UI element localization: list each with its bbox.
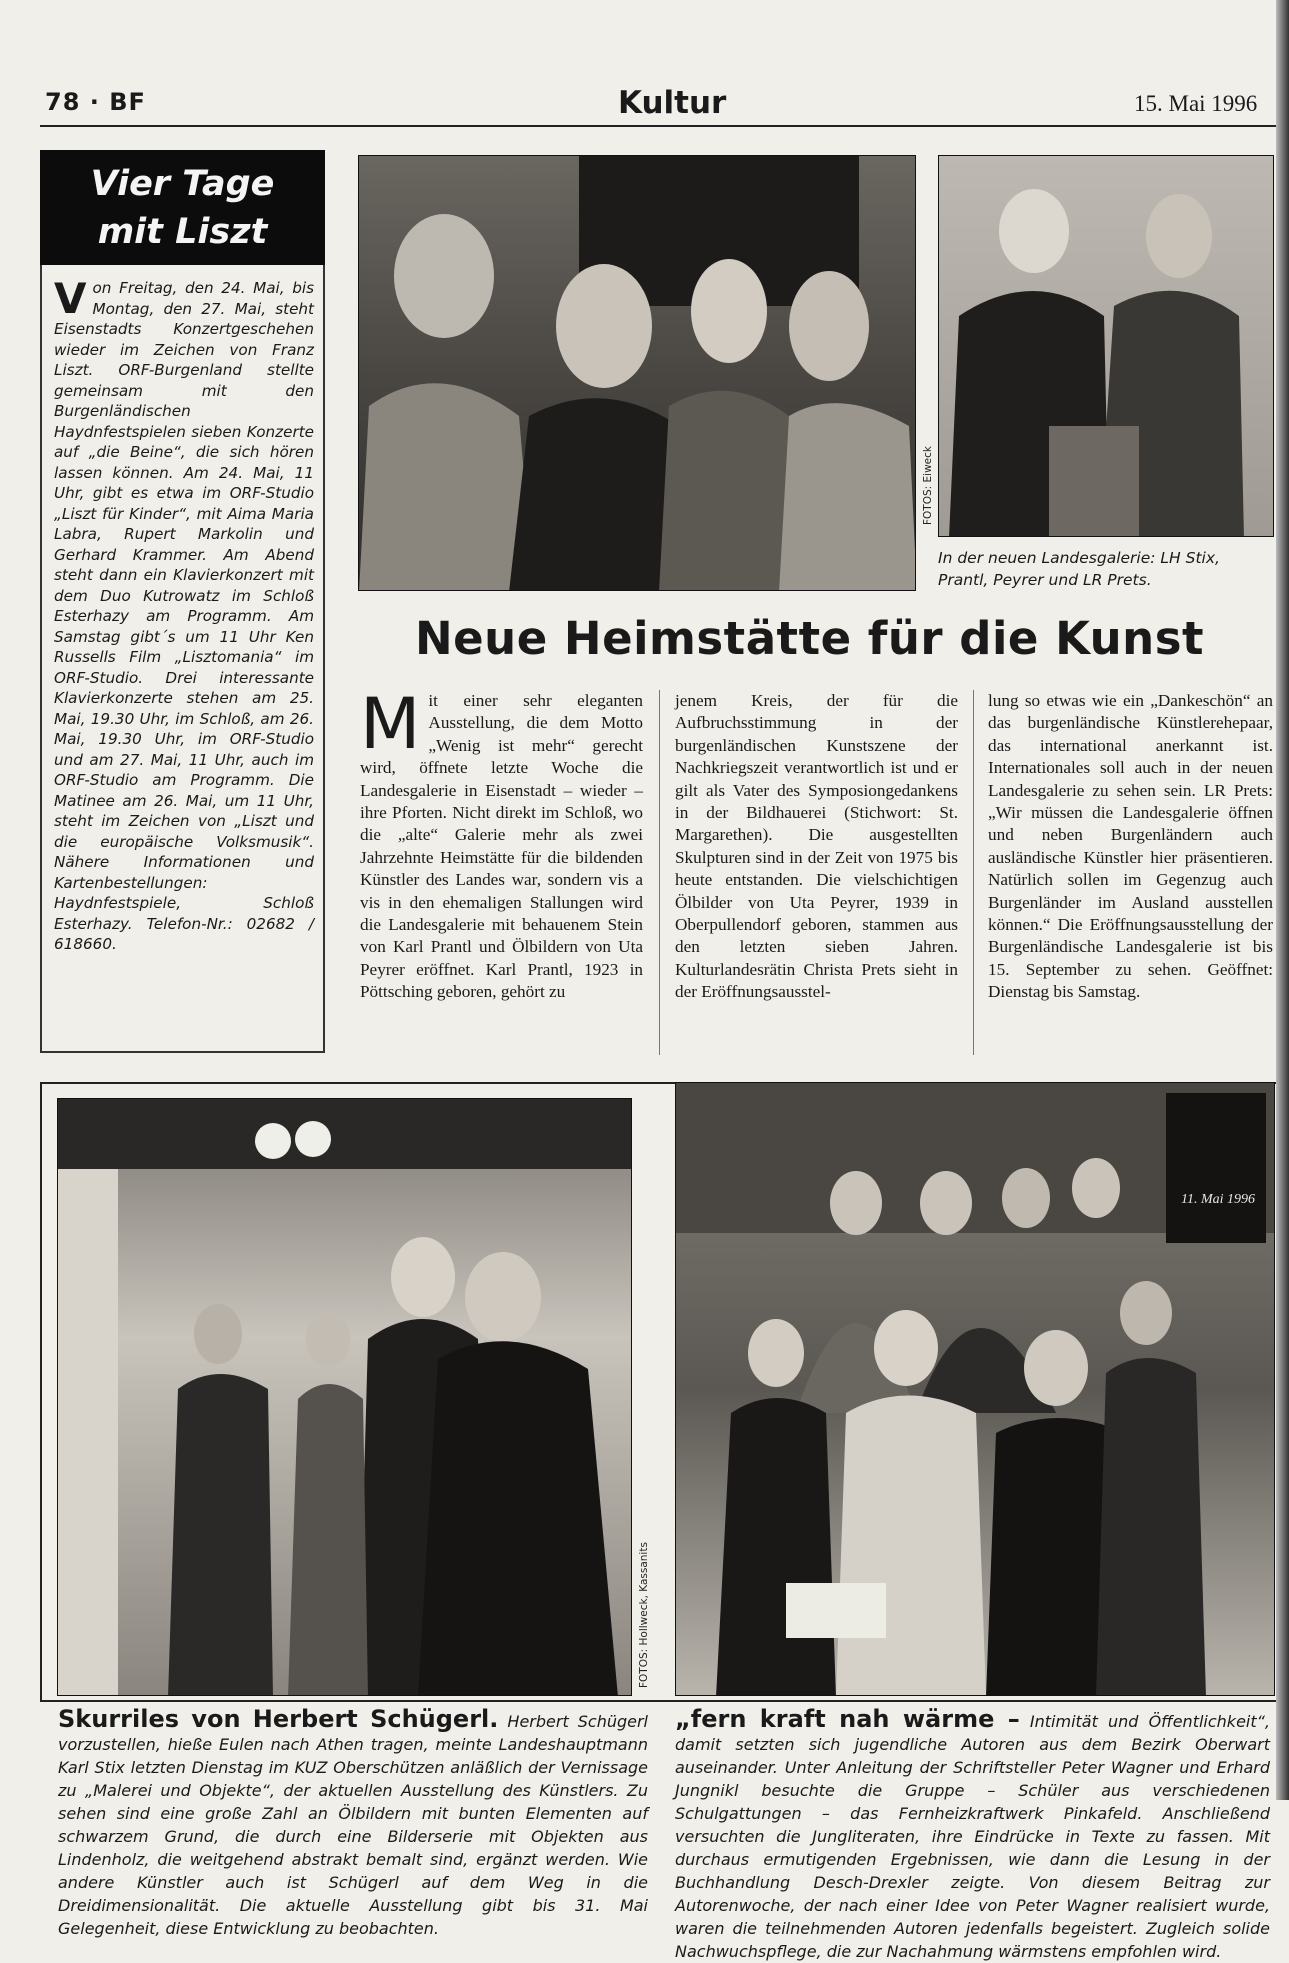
caption-schuegerl-text: Herbert Schügerl vorzustellen, hieße Eulen nach Athen tragen, meinte Landeshauptmann Karl Stix letzten Dienstag im KUZ Oberschützen anläßlich der Vernissage zu „Malerei und Objekte“, der aktuellen Ausstellung des Künstlers. Zu sehen sind eine große Zahl an Ölbildern mit bunten Elementen auf schwarzem Grund, die durch eine Bilderserie mit Objekten aus Lindenholz, die weitgehend abstrakt bemalt sind, ergänzt werden. Wie andere Künstler auch ist Schügerl auf dem Weg in die Dreidimensionalität. Die aktuelle Ausstellung gibt bis 31. Mai Gelegenheit, diese Entwicklung zu beobachten. bbox=[58, 1712, 649, 1938]
column-divider-1 bbox=[659, 690, 660, 1055]
article-column-3: lung so etwas wie ein „Dankeschön“ an das burgenländische Künstlerehepaar, das international anerkannt ist. Internationales soll auch in der neuen Landesgalerie zu sehen sein. LR Prets: „Wir müssen die Landesgalerie öffnen und neben Burgenländern auch ausländische Künstler hier präsentieren. Natürlich sollen im Gegenzug auch Burgenländer im Ausland ausstellen können.“ Die Eröffnungsausstellung der Burgenländische Landesgalerie ist bis 15. September zu sehen. Geöffnet: Dienstag bis Samstag. bbox=[988, 691, 1273, 1002]
article-column-1 bbox=[360, 683, 643, 1004]
sidebar-title bbox=[40, 150, 325, 265]
sidebar-dropcap: V bbox=[54, 274, 87, 323]
photo-young-authors bbox=[675, 1082, 1275, 1696]
photo-gallery-group-image bbox=[359, 156, 916, 591]
photo-credit-bottom: FOTOS: Hollweck, Kassanits bbox=[638, 1542, 650, 1688]
photo-young-authors-image bbox=[676, 1083, 1275, 1696]
photo-gallery-group bbox=[358, 155, 916, 591]
photo-schuegerl-vernissage-image bbox=[58, 1099, 632, 1696]
sidebar-title-line1: Vier Tage bbox=[90, 164, 275, 204]
sidebar-title-line2: mit Liszt bbox=[97, 212, 268, 252]
caption-young-authors bbox=[675, 1705, 1271, 1963]
sidebar-body bbox=[54, 274, 314, 955]
article-headline: Neue Heimstätte für die Kunst bbox=[415, 612, 1205, 665]
poster-date: 11. Mai 1996 bbox=[1181, 1192, 1256, 1207]
page-number: 78 · BF bbox=[45, 88, 146, 116]
photo-stix-prets-image bbox=[939, 156, 1274, 537]
photo-stix-prets bbox=[938, 155, 1274, 537]
article-dropcap: M bbox=[360, 683, 421, 765]
sidebar-text: on Freitag, den 24. Mai, bis Montag, den 27. Mai, steht Eisenstadts Konzertgeschehen wieder im Zeichen von Franz Liszt. ORF-Burgenland stellte gemeinsam mit den Burgenländischen Haydnfestspielen sieben Konzerte auf „die Beine“, die sich hören lassen können. Am 24. Mai, 11 Uhr, gibt es etwa im ORF-Studio „Liszt für Kinder“, mit Aima Maria Labra, Rupert Markolin und Gerhard Krammer. Am Abend steht dann ein Klavierkonzert mit dem Duo Kutrowatz im Schloß Esterhazy am Programm. Am Samstag gibt´s um 11 Uhr Ken Russells Film „Lisztomania“ im ORF-Studio. Drei interessante Klavierkonzerte stehen am 25. Mai, 19.30 Uhr, im Schloß, am 26. Mai, 19.30 Uhr, im ORF-Studio und am 27. Mai, 11 Uhr, auch im ORF-Studio am Programm. Die Matinee am 26. Mai, um 11 Uhr, steht im Zeichen von „Liszt und die europäische Volksmusik“. Nähere Informationen und Kartenbestellungen: Haydnfestspiele, Schloß Esterhazy. Telefon-Nr.: 02682 / 618660. bbox=[54, 279, 314, 953]
caption-schuegerl bbox=[58, 1705, 649, 1940]
article-column-2: jenem Kreis, der für die Aufbruchsstimmung in der burgenländischen Kunstszene der Nachkriegszeit verantwortlich ist und er gilt als Vater des Symposiongedankens in der Bildhauerei (Stichwort: St. Margarethen). Die ausgestellten Skulpturen sind in der Zeit von 1975 bis heute entstanden. Die vielschichtigen Ölbilder von Uta Peyrer, 1939 in Oberpullendorf geboren, stammen aus den letzten sieben Jahren. Kulturlandesrätin Christa Prets sieht in der Eröffnungsausstel- bbox=[675, 691, 958, 1002]
caption-schuegerl-title: Skurriles von Herbert Schügerl. bbox=[58, 1705, 499, 1733]
section-title: Kultur bbox=[618, 85, 727, 121]
header-rule bbox=[40, 125, 1276, 127]
scan-edge-shadow bbox=[1276, 0, 1289, 1800]
caption-young-authors-title: „fern kraft nah wärme – bbox=[675, 1705, 1020, 1733]
article-column-1-text: it einer sehr eleganten Ausstellung, die dem Motto „Wenig ist mehr“ gerecht wird, öffnete letzte Woche die Landesgalerie in Eisenstadt – wieder – ihre Pforten. Nicht direkt im Schloß, wo die „alte“ Galerie mehr als zwei Jahrzehnte Heimstätte für die bildenden Künstler des Landes war, sondern vis a vis in den ehemaligen Stallungen wird die Landesgalerie mit behauenem Stein von Karl Prantl und Ölbildern von Uta Peyrer eröffnet. Karl Prantl, 1923 in Pöttsching geboren, gehört zu bbox=[360, 691, 643, 1002]
issue-date: 15. Mai 1996 bbox=[1134, 91, 1258, 116]
caption-young-authors-text: Intimität und Öffentlichkeit“, damit setzten sich jugendliche Autoren aus dem Bezirk Oberwart auseinander. Unter Anleitung der Schriftsteller Peter Wagner und Erhard Jungnikl besuchte die Gruppe – Schüler aus verschiedenen Schulgattungen – das Fernheizkraftwerk Pinkafeld. Anschließend versuchten die Jungliteraten, ihre Eindrücke in Texte zu fassen. Mit durchaus ermutigenden Ergebnissen, wie dann die Lesung in der Buchhandlung Desch-Drexler zeigte. Von diesem Beitrag zur Autorenwoche, der nach einer Idee von Peter Wagner realisiert wurde, waren die teilnehmenden Autoren jedenfalls begeistert. Zugleich solide Nachwuchspflege, die zur Nachahmung wärmstens empfohlen wird. bbox=[675, 1712, 1271, 1961]
column-divider-2 bbox=[973, 690, 974, 1055]
top-photo-caption: In der neuen Landesgalerie: LH Stix, Prantl, Peyrer und LR Prets. bbox=[938, 549, 1220, 589]
photo-schuegerl-vernissage bbox=[57, 1098, 632, 1696]
photo-credit-top: FOTOS: Eiweck bbox=[922, 446, 934, 525]
